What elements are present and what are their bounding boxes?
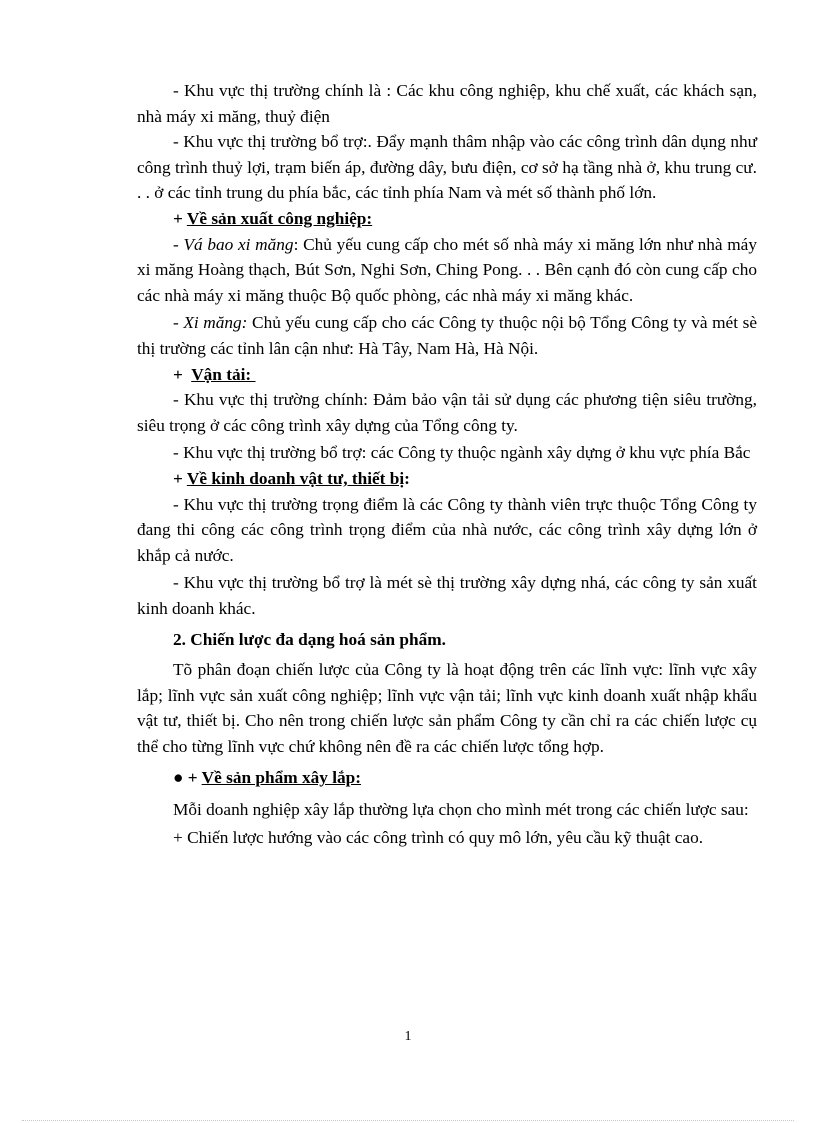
paragraph-construction-strategy: + Chiến lược hướng vào các công trình có quy mô lớn, yêu cầu kỹ thuật cao. <box>173 827 704 847</box>
paragraph-cement <box>137 310 757 361</box>
heading-suffix: : <box>404 468 410 488</box>
page-bottom-divider <box>22 1120 794 1121</box>
paragraph-cement-bags <box>137 232 757 309</box>
cement-bags-label: Vá bao xi măng <box>183 234 294 254</box>
cement-bags-text: : Chủ yếu cung cấp cho mét số nhà máy xi măng lớn như nhà máy xi măng Hoàng thạch, Bút Sơn, Nghi Sơn, Ching Pong. . . Bên cạnh đó còn cung cấp cho các nhà máy xi măng thuộc Bộ quốc phòng, các nhà máy xi măng khác. <box>137 234 757 305</box>
paragraph-trading-key: - Khu vực thị trường trọng điểm là các Công ty thành viên trực thuộc Tổng Công ty đang thi công các công trình trọng điểm của nhà nước, các công trình xây dựng lớn ở khắp cả nước. <box>137 494 757 565</box>
dash: - <box>173 234 184 254</box>
cement-label: Xi măng: <box>183 313 248 333</box>
paragraph-market-main: - Khu vực thị trường chính là : Các khu công nghiệp, khu chế xuất, các khách sạn, nhà máy xi măng, thuỷ điện <box>137 81 757 126</box>
heading-text: Vận tải: <box>191 364 256 384</box>
paragraph-trading-support: - Khu vực thị trường bổ trợ là mét sè thị trường xây dựng nhá, các công ty sản xuất kinh doanh khác. <box>137 573 757 618</box>
heading-text: Về kinh doanh vật tư, thiết bị <box>186 468 405 488</box>
heading-construction-products <box>137 765 757 791</box>
paragraph-construction-choice: Mỗi doanh nghiệp xây lắp thường lựa chọn cho mình mét trong các chiến lược sau: <box>173 800 749 820</box>
section-title: 2. Chiến lược đa dạng hoá sản phẩm. <box>173 630 446 650</box>
heading-text: Về sản phẩm xây lắp: <box>201 768 362 788</box>
heading-text: Về sản xuất công nghiệp: <box>186 208 373 228</box>
paragraph-market-support: - Khu vực thị trường bổ trợ:. Đẩy mạnh thâm nhập vào các công trình dân dụng như công trình thuỷ lợi, trạm biến áp, đường dây, bưu điện, cơ sở hạ tầng nhà ở, khu trung cư. . . ở các tỉnh trung du phía bắc, các tỉnh phía Nam và mét số thành phố lớn. <box>137 132 757 203</box>
cement-text: Chủ yếu cung cấp cho các Công ty thuộc nội bộ Tổng Công ty và mét sè thị trường các tỉnh lân cận như: Hà Tây, Nam Hà, Hà Nội. <box>137 313 757 358</box>
paragraph-strategy-intro: Tõ phân đoạn chiến lược của Công ty là hoạt động trên các lĩnh vực: lĩnh vực xây lắp; lĩnh vực sản xuất công nghiệp; lĩnh vực vận tải; lĩnh vực kinh doanh xuất nhập khẩu vật tư, thiết bị. Cho nên trong chiến lược sản phẩm Công ty cần chỉ ra các chiến lược cụ thể cho từng lĩnh vực chứ không nên đề ra các chiến lược tổng hợp. <box>137 660 757 756</box>
paragraph-transport-support: - Khu vực thị trường bổ trợ: các Công ty thuộc ngành xây dựng ở khu vực phía Bắc <box>173 443 751 463</box>
dash: - <box>173 313 184 333</box>
document-body <box>137 78 757 850</box>
page-number: 1 <box>404 1029 412 1044</box>
heading-prefix: + <box>173 364 192 384</box>
heading-transport <box>137 362 757 388</box>
heading-prefix: ● + <box>173 768 202 788</box>
paragraph-transport-main: - Khu vực thị trường chính: Đảm bảo vận tải sử dụng các phương tiện siêu trường, siêu trọng ở các công trình xây dựng của Tổng công ty. <box>137 390 757 435</box>
heading-trading <box>137 466 757 492</box>
heading-prefix: + <box>173 468 187 488</box>
heading-industrial-production <box>137 206 757 232</box>
heading-prefix: + <box>173 208 187 228</box>
